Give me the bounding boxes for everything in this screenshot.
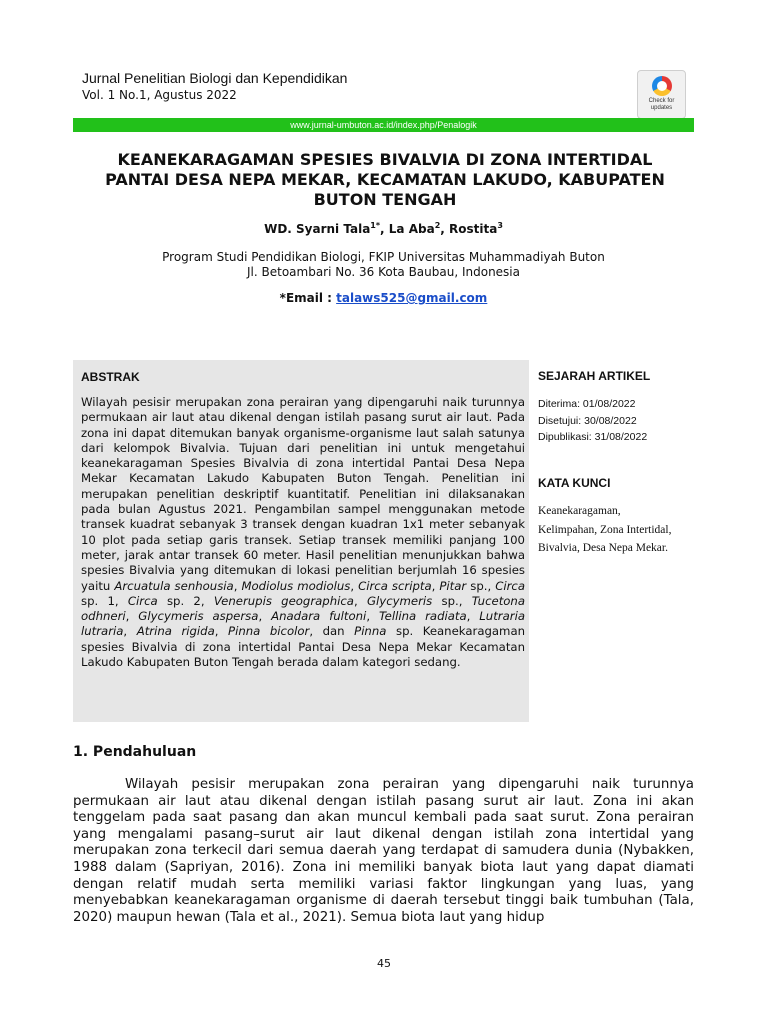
date-accepted: Disetujui: 30/08/2022	[538, 414, 637, 427]
affiliation-line-2: Jl. Betoambari No. 36 Kota Baubau, Indonesia	[247, 265, 520, 279]
history-heading: SEJARAH ARTIKEL	[538, 369, 651, 383]
badge-label-line2: updates	[650, 105, 673, 111]
date-published: Dipublikasi: 31/08/2022	[538, 431, 648, 443]
affiliation	[73, 250, 694, 280]
author-3-marker: 3	[497, 221, 503, 230]
author-1-marker: 1*	[370, 221, 381, 230]
keywords-line-1: Keanekaragaman,	[538, 505, 621, 517]
journal-volume: Vol. 1 No.1, Agustus 2022	[82, 88, 237, 102]
corresponding-email	[73, 291, 694, 305]
badge-label-line1: Check for	[648, 98, 675, 104]
keywords-heading: KATA KUNCI	[538, 476, 611, 490]
abstract-heading: ABSTRAK	[81, 370, 140, 384]
keywords-line-3: Bivalvia, Desa Nepa Mekar.	[538, 542, 668, 554]
email-link[interactable]: talaws525@gmail.com	[336, 291, 488, 305]
abstract-text: Wilayah pesisir merupakan zona perairan yang dipengaruhi naik turunnya permukaan air laut atau dikenal dengan istilah pasang surut air laut. Pada zona ini dapat ditemukan banyak organisme-organisme laut salah satunya dari kelompok Bivalvia. Tujuan dari penelitian ini untuk mengetahui keanekaragaman Spesies Bivalvia di zona intertidal Pantai Desa Nepa Mekar Kecamatan Lakudo Kabupaten Buton Tengah. Penelitian ini merupakan penelitian deskriptif kuantitatif. Penelitian ini dilaksanakan pada bulan Agustus 2021. Pengambilan sampel menggunakan metode transek kuadrat sebanyak 3 transek dengan kuadran 1x1 meter sebanyak 10 plot pada setiap garis transek. Setiap transek memiliki panjang 100 meter, jarak antar transek 60 meter. Hasil penelitian menunjukkan bahwa spesies Bivalvia yang ditemukan di lokasi penelitian berjumlah 16 spesies yaitu Arcuatula senhousia, Modiolus modiolus, Circa scripta, Pitar sp., Circa sp. 1, Circa sp. 2, Venerupis geographica, Glycymeris sp., Tucetona odhneri, Glycymeris aspersa, Anadara fultoni, Tellina radiata, Lutraria lutraria, Atrina rigida, Pinna bicolor, dan Pinna sp. Keanekaragaman spesies Bivalvia di zona intertidal Pantai Desa Nepa Mekar Kecamatan Lakudo Kabupaten Buton Tengah berada dalam kategori sedang.	[81, 395, 526, 670]
article-title: KEANEKARAGAMAN SPESIES BIVALVIA DI ZONA INTERTIDAL PANTAI DESA NEPA MEKAR, KECAMATAN LAKUDO, KABUPATEN BUTON TENGAH	[105, 150, 665, 209]
author-3: , Rostita	[440, 222, 498, 236]
introduction-paragraph: Wilayah pesisir merupakan zona perairan yang dipengaruhi naik turunnya permukaan air laut atau dikenal dengan istilah pasang surut air laut. Zona ini akan tenggelam pada saat pasang dan akan muncul kembali pada saat surut. Zona perairan yang mengalami pasang–surut air laut dikenal dengan istilah zona intertidal yang merupakan zona terkecil dari semua daerah yang terdapat di samudera dunia (Nybakken, 1988 dalam (Sapriyan, 2016). Zona ini memiliki banyak biota laut yang dapat diamati dengan relatif mudah serta memiliki variasi faktor lingkungan yang luas, yang menyebabkan keanekaragaman organisme di daerah tersebut tinggi baik tumbuhan (Tala, 2020) maupun hewan (Tala et al., 2021). Semua biota laut yang hidup	[73, 777, 694, 925]
email-label: *Email :	[279, 291, 337, 305]
author-1: WD. Syarni Tala	[264, 222, 371, 236]
journal-name: Jurnal Penelitian Biologi dan Kependidikan	[82, 70, 348, 86]
journal-url-bar[interactable]: www.jurnal-umbuton.ac.id/index.php/Penalogik	[73, 118, 694, 132]
abstract-box	[73, 360, 529, 722]
author-list	[73, 222, 694, 236]
date-received: Diterima: 01/08/2022	[538, 398, 636, 410]
page-number: 45	[377, 957, 391, 970]
section-heading-introduction: 1. Pendahuluan	[73, 744, 197, 760]
keywords-line-2: Kelimpahan, Zona Intertidal,	[538, 523, 672, 536]
crossmark-icon	[652, 76, 672, 96]
affiliation-line-1: Program Studi Pendidikan Biologi, FKIP Universitas Muhammadiyah Buton	[162, 250, 605, 264]
author-2-marker: 2	[434, 221, 441, 230]
author-2: , La Aba	[380, 222, 435, 236]
check-for-updates-badge[interactable]	[637, 70, 686, 119]
history-dates	[538, 396, 647, 446]
keywords-list	[538, 502, 671, 558]
